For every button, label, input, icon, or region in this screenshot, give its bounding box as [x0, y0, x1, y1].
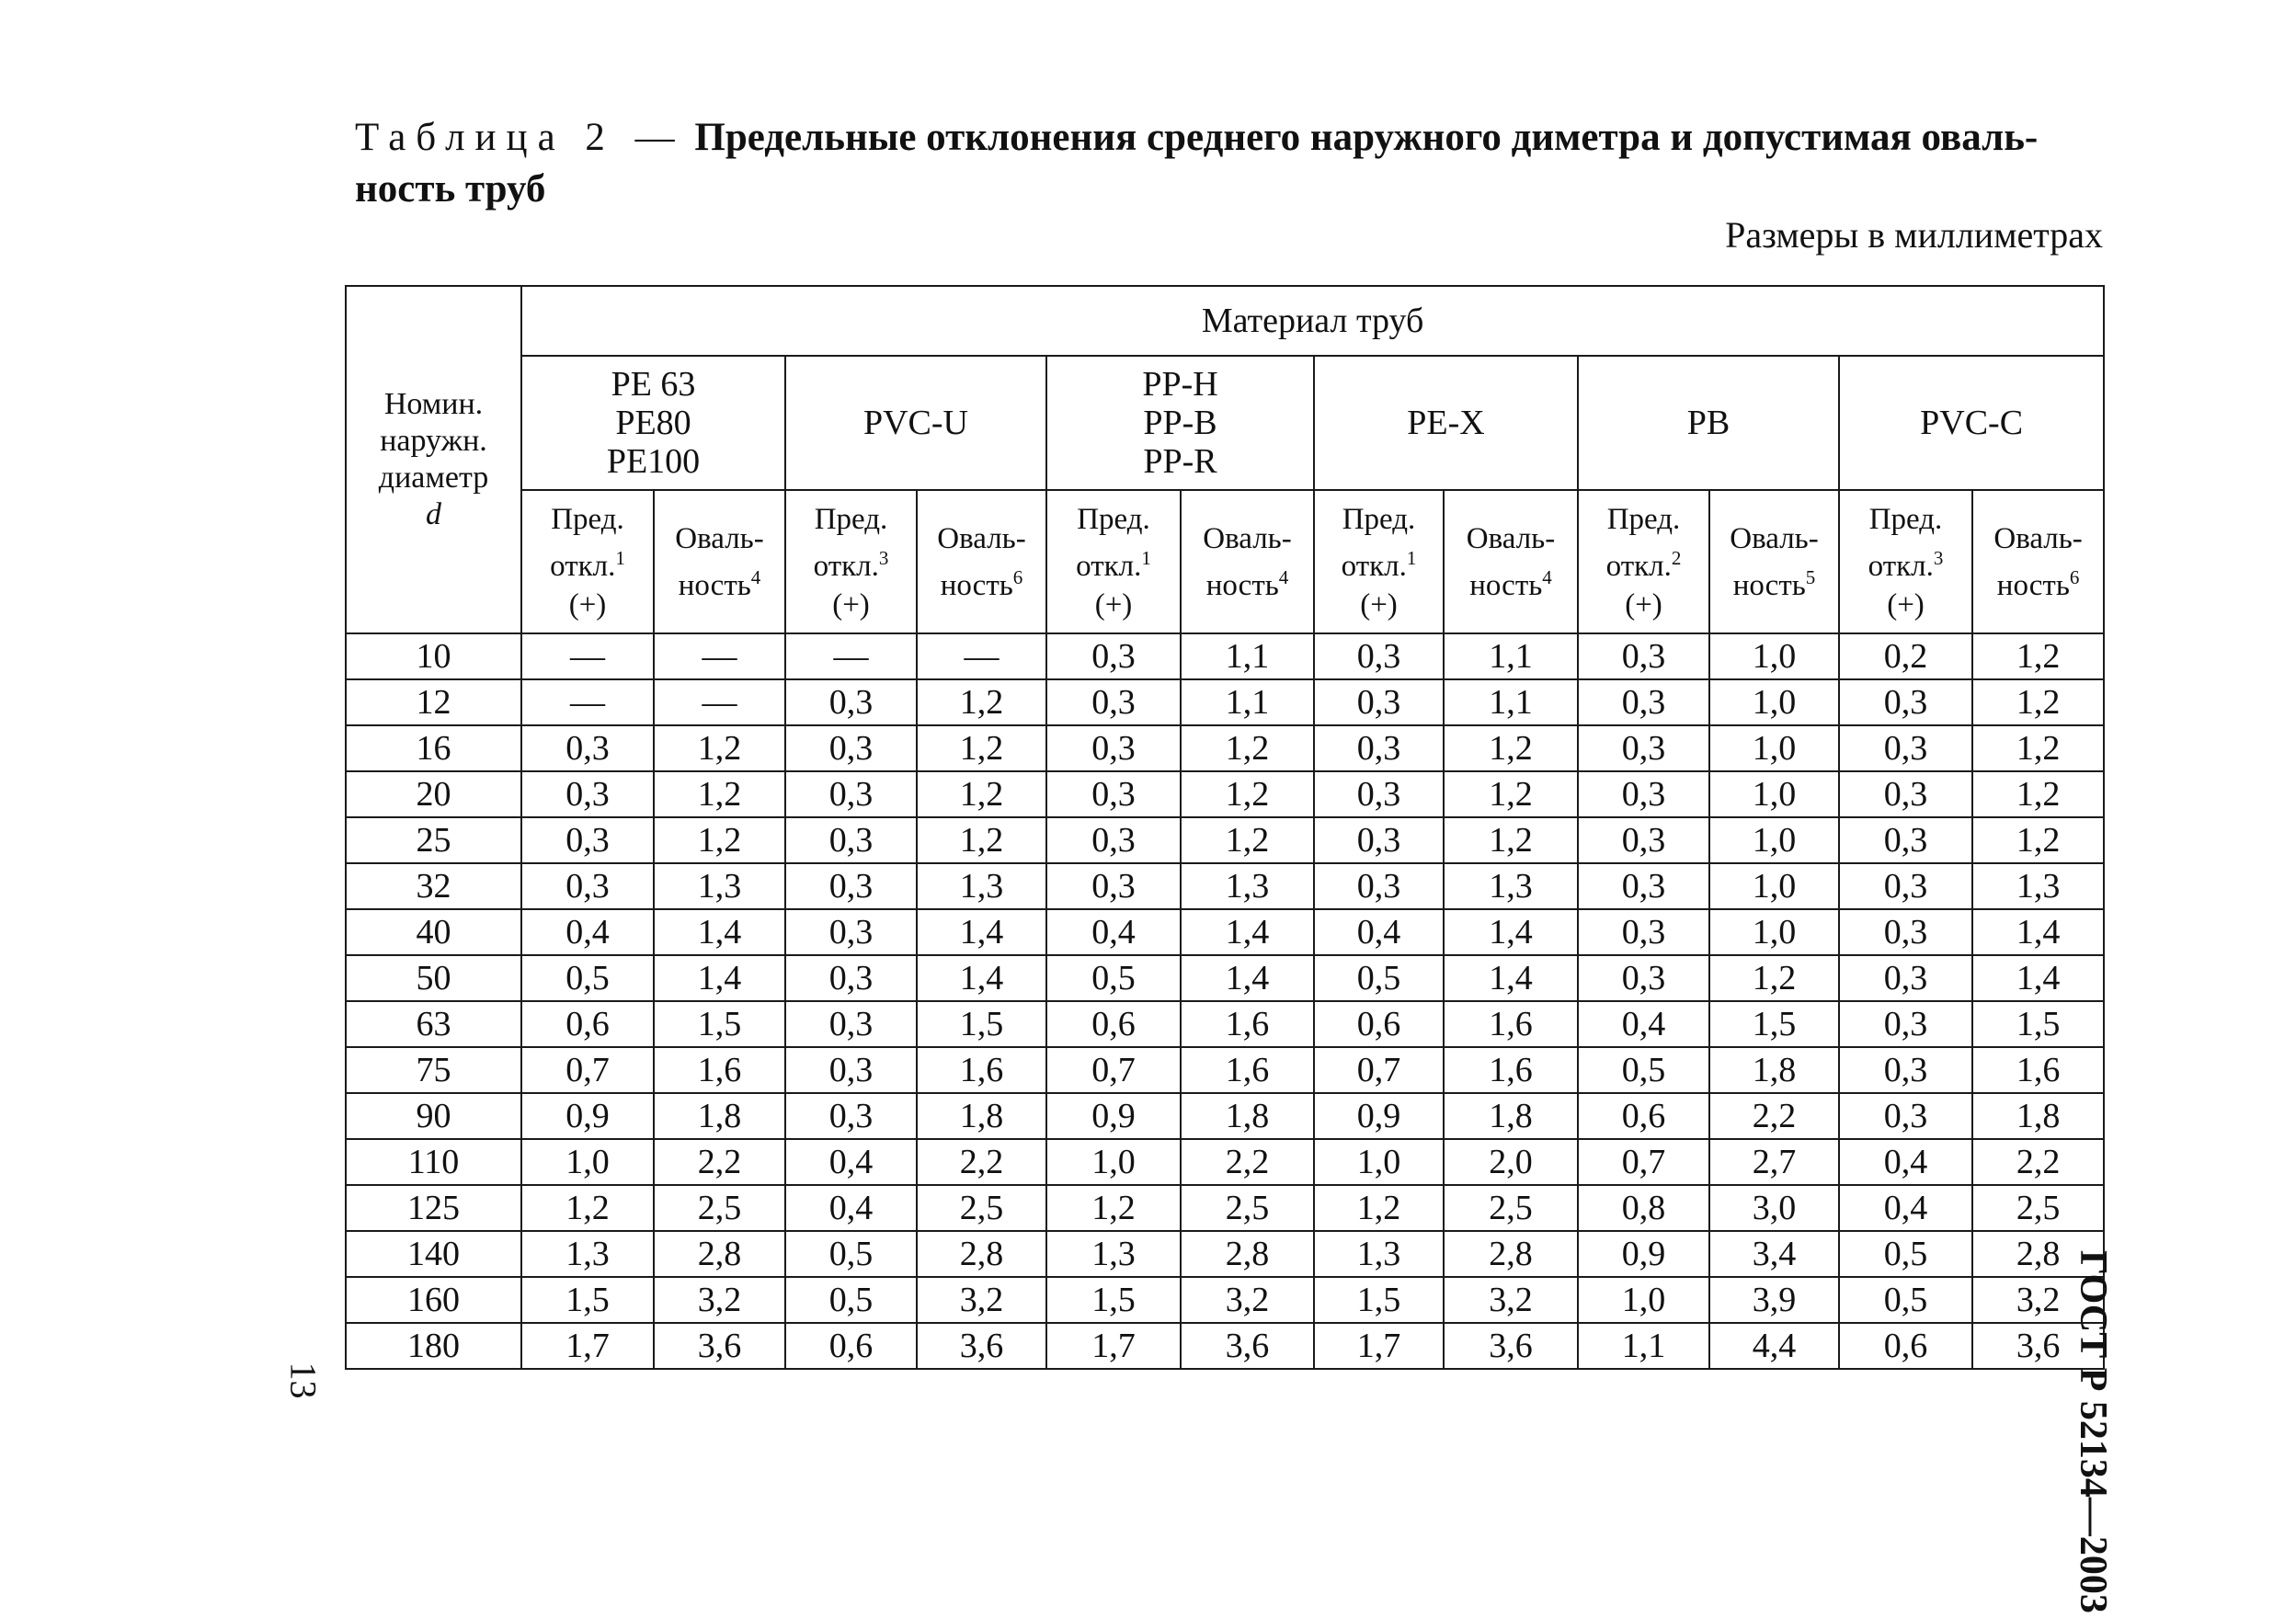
value-cell: 0,3 [1839, 771, 1972, 817]
footnote-ref: 4 [1542, 565, 1552, 588]
subheader-line: ность [678, 568, 751, 602]
value-cell: 2,8 [1444, 1231, 1578, 1277]
material-header: PE 63 PE80 PE100 [521, 356, 785, 490]
footnote-ref: 2 [1671, 546, 1682, 569]
subheader-line: Оваль- [1730, 521, 1819, 555]
value-cell: 0,5 [1314, 955, 1444, 1001]
table-row [346, 771, 2104, 817]
table-row [346, 725, 2104, 771]
value-cell: 1,2 [1046, 1185, 1181, 1231]
material-header: PB [1578, 356, 1839, 490]
value-cell: 1,2 [1444, 725, 1578, 771]
subheader-row [346, 490, 2104, 633]
value-cell: 2,8 [1181, 1231, 1314, 1277]
value-cell: 1,4 [917, 909, 1046, 955]
value-cell: 1,2 [1972, 679, 2104, 725]
value-cell: 0,3 [785, 817, 917, 863]
value-cell: 1,8 [917, 1093, 1046, 1139]
table-row [346, 679, 2104, 725]
value-cell: 0,4 [785, 1139, 917, 1185]
value-cell: 1,5 [654, 1001, 785, 1047]
value-cell: 1,2 [1709, 955, 1839, 1001]
value-cell: 0,3 [1314, 725, 1444, 771]
value-cell: 2,8 [654, 1231, 785, 1277]
diameter-cell: 25 [346, 817, 521, 863]
value-cell: 0,3 [1578, 909, 1709, 955]
tolerance-table [345, 285, 2105, 1370]
value-cell: 1,5 [917, 1001, 1046, 1047]
subheader-line: Пред. [1342, 502, 1416, 536]
value-cell: 1,6 [1181, 1047, 1314, 1093]
table-caption [355, 112, 2102, 215]
value-cell: 0,3 [1578, 863, 1709, 909]
subheader-line: Оваль- [675, 521, 764, 555]
value-cell: — [654, 679, 785, 725]
material-header: PVC-U [785, 356, 1046, 490]
value-cell: 0,7 [1046, 1047, 1181, 1093]
value-cell: 0,3 [1314, 817, 1444, 863]
value-cell: 1,4 [1444, 955, 1578, 1001]
value-cell: 3,2 [1972, 1277, 2104, 1323]
value-cell: — [654, 633, 785, 679]
value-cell: 0,4 [521, 909, 654, 955]
value-cell: 0,4 [1046, 909, 1181, 955]
value-cell: 1,2 [654, 725, 785, 771]
value-cell: 1,4 [654, 909, 785, 955]
value-cell: 0,7 [521, 1047, 654, 1093]
value-cell: 0,3 [1839, 955, 1972, 1001]
value-cell: 0,7 [1314, 1047, 1444, 1093]
value-cell: 3,2 [654, 1277, 785, 1323]
value-cell: 1,2 [1314, 1185, 1444, 1231]
value-cell: 0,3 [785, 725, 917, 771]
value-cell: 1,7 [1314, 1323, 1444, 1369]
value-cell: 2,5 [917, 1185, 1046, 1231]
value-cell: 0,3 [1314, 863, 1444, 909]
subheader-line: откл. [1868, 549, 1934, 583]
value-cell: 0,3 [1046, 633, 1181, 679]
subheader-deviation [1578, 490, 1709, 633]
value-cell: — [521, 679, 654, 725]
subheader-line: откл. [813, 549, 879, 583]
value-cell: 1,2 [1972, 633, 2104, 679]
value-cell: 1,2 [654, 771, 785, 817]
subheader-line: откл. [1605, 549, 1672, 583]
diameter-cell: 12 [346, 679, 521, 725]
subheader-line: Оваль- [1466, 521, 1556, 555]
value-cell: — [917, 633, 1046, 679]
value-cell: 2,2 [1972, 1139, 2104, 1185]
subheader-deviation [785, 490, 917, 633]
value-cell: 0,3 [521, 725, 654, 771]
material-header: PP-H PP-B PP-R [1046, 356, 1314, 490]
value-cell: 0,3 [1839, 863, 1972, 909]
value-cell: 1,0 [1709, 679, 1839, 725]
value-cell: 1,0 [1709, 863, 1839, 909]
diameter-cell: 180 [346, 1323, 521, 1369]
value-cell: 0,3 [1046, 817, 1181, 863]
table-row [346, 1139, 2104, 1185]
value-cell: 0,5 [785, 1277, 917, 1323]
value-cell: 1,5 [1972, 1001, 2104, 1047]
subheader-line: Оваль- [1993, 521, 2083, 555]
value-cell: 1,4 [1181, 909, 1314, 955]
value-cell: 0,2 [1839, 633, 1972, 679]
value-cell: 0,5 [1839, 1231, 1972, 1277]
value-cell: 0,6 [521, 1001, 654, 1047]
subheader-deviation [1046, 490, 1181, 633]
material-header: PVC-C [1839, 356, 2104, 490]
value-cell: 1,8 [1972, 1093, 2104, 1139]
value-cell: 1,4 [1444, 909, 1578, 955]
subheader-line: (+) [1360, 587, 1398, 621]
value-cell: 0,6 [1839, 1323, 1972, 1369]
value-cell: 0,3 [1578, 679, 1709, 725]
subheader-line: Пред. [814, 502, 888, 536]
diameter-cell: 140 [346, 1231, 521, 1277]
footnote-ref: 6 [1012, 565, 1023, 588]
value-cell: 3,0 [1709, 1185, 1839, 1231]
value-cell: 1,5 [1314, 1277, 1444, 1323]
diameter-cell: 40 [346, 909, 521, 955]
value-cell: 1,0 [521, 1139, 654, 1185]
value-cell: — [521, 633, 654, 679]
subheader-line: Пред. [1077, 502, 1150, 536]
value-cell: 3,6 [1181, 1323, 1314, 1369]
value-cell: 1,1 [1181, 633, 1314, 679]
header-diameter-symbol: d [426, 497, 441, 531]
value-cell: 0,3 [1839, 1047, 1972, 1093]
value-cell: 0,3 [1046, 771, 1181, 817]
diameter-cell: 110 [346, 1139, 521, 1185]
value-cell: 0,3 [785, 771, 917, 817]
value-cell: 0,9 [521, 1093, 654, 1139]
value-cell: 0,5 [1046, 955, 1181, 1001]
value-cell: 1,2 [1181, 771, 1314, 817]
material-header: PE-X [1314, 356, 1578, 490]
value-cell: 0,3 [785, 955, 917, 1001]
value-cell: 0,4 [1314, 909, 1444, 955]
value-cell: 1,3 [917, 863, 1046, 909]
diameter-cell: 32 [346, 863, 521, 909]
diameter-cell: 16 [346, 725, 521, 771]
value-cell: 0,5 [785, 1231, 917, 1277]
value-cell: 0,3 [521, 863, 654, 909]
table-row [346, 633, 2104, 679]
table-row [346, 909, 2104, 955]
value-cell: 1,2 [1972, 725, 2104, 771]
footnote-ref: 6 [2069, 565, 2080, 588]
subheader-line: ность [1469, 568, 1543, 602]
value-cell: 3,6 [917, 1323, 1046, 1369]
table-row [346, 1231, 2104, 1277]
value-cell: 0,3 [1839, 1093, 1972, 1139]
value-cell: 1,3 [1444, 863, 1578, 909]
value-cell: 2,5 [1444, 1185, 1578, 1231]
value-cell: 1,1 [1181, 679, 1314, 725]
value-cell: 1,2 [1181, 725, 1314, 771]
value-cell: 0,3 [785, 1093, 917, 1139]
diameter-cell: 50 [346, 955, 521, 1001]
table-body [346, 633, 2104, 1369]
table-row [346, 1047, 2104, 1093]
value-cell: 1,0 [1314, 1139, 1444, 1185]
value-cell: 1,0 [1709, 725, 1839, 771]
value-cell: 0,4 [785, 1185, 917, 1231]
value-cell: 1,2 [917, 771, 1046, 817]
footnote-ref: 3 [878, 546, 889, 569]
value-cell: 1,4 [1181, 955, 1314, 1001]
value-cell: 1,3 [1181, 863, 1314, 909]
value-cell: 1,0 [1578, 1277, 1709, 1323]
value-cell: 1,5 [1709, 1001, 1839, 1047]
subheader-deviation [1839, 490, 1972, 633]
value-cell: 1,2 [917, 679, 1046, 725]
value-cell: 0,3 [785, 1047, 917, 1093]
value-cell: 0,4 [1839, 1139, 1972, 1185]
value-cell: 2,2 [917, 1139, 1046, 1185]
value-cell: 1,4 [654, 955, 785, 1001]
value-cell: 1,8 [654, 1093, 785, 1139]
subheader-ovality [654, 490, 785, 633]
value-cell: 1,5 [1046, 1277, 1181, 1323]
value-cell: 3,6 [1444, 1323, 1578, 1369]
subheader-line: Пред. [551, 502, 624, 536]
value-cell: 3,6 [654, 1323, 785, 1369]
value-cell: 2,0 [1444, 1139, 1578, 1185]
value-cell: 1,0 [1709, 909, 1839, 955]
value-cell: 0,3 [1046, 863, 1181, 909]
value-cell: 0,3 [521, 771, 654, 817]
footnote-ref: 1 [1141, 546, 1151, 569]
value-cell: 2,5 [654, 1185, 785, 1231]
value-cell: 0,6 [785, 1323, 917, 1369]
value-cell: 2,2 [1709, 1093, 1839, 1139]
value-cell: 0,3 [1314, 771, 1444, 817]
page-number: 13 [282, 1362, 325, 1399]
value-cell: 0,3 [1046, 679, 1181, 725]
subheader-ovality [1972, 490, 2104, 633]
table-row [346, 863, 2104, 909]
value-cell: 1,6 [917, 1047, 1046, 1093]
subheader-line: Пред. [1606, 502, 1681, 536]
diameter-cell: 63 [346, 1001, 521, 1047]
value-cell: 0,8 [1578, 1185, 1709, 1231]
subheader-line: (+) [1094, 587, 1133, 621]
value-cell: 1,3 [1046, 1231, 1181, 1277]
value-cell: 1,1 [1444, 633, 1578, 679]
value-cell: 0,3 [1578, 771, 1709, 817]
value-cell: 0,3 [1839, 725, 1972, 771]
subheader-line: (+) [1625, 587, 1662, 621]
material-header-row [346, 356, 2104, 490]
value-cell: 0,3 [1839, 909, 1972, 955]
value-cell: 1,6 [1444, 1001, 1578, 1047]
value-cell: 4,4 [1709, 1323, 1839, 1369]
value-cell: 1,3 [654, 863, 785, 909]
table-row [346, 817, 2104, 863]
subheader-line: откл. [1076, 549, 1142, 583]
value-cell: 0,3 [1314, 633, 1444, 679]
value-cell: 2,8 [1972, 1231, 2104, 1277]
value-cell: 0,3 [785, 863, 917, 909]
subheader-ovality [917, 490, 1046, 633]
subheader-ovality [1181, 490, 1314, 633]
subheader-ovality [1709, 490, 1839, 633]
value-cell: 1,3 [1972, 863, 2104, 909]
value-cell: 0,3 [1578, 955, 1709, 1001]
value-cell: 1,2 [654, 817, 785, 863]
subheader-line: (+) [832, 587, 870, 621]
value-cell: 1,0 [1709, 771, 1839, 817]
value-cell: 1,6 [1181, 1001, 1314, 1047]
value-cell: 1,6 [1444, 1047, 1578, 1093]
table-header [346, 286, 2104, 633]
table-row [346, 1093, 2104, 1139]
value-cell: 3,2 [1181, 1277, 1314, 1323]
value-cell: 2,5 [1972, 1185, 2104, 1231]
subheader-line: откл. [550, 549, 616, 583]
value-cell: 0,3 [1046, 725, 1181, 771]
value-cell: 1,1 [1444, 679, 1578, 725]
value-cell: 0,6 [1314, 1001, 1444, 1047]
diameter-cell: 20 [346, 771, 521, 817]
value-cell: 3,2 [917, 1277, 1046, 1323]
value-cell: 0,5 [1839, 1277, 1972, 1323]
value-cell: 2,8 [917, 1231, 1046, 1277]
subheader-line: (+) [568, 587, 607, 621]
value-cell: 1,8 [1444, 1093, 1578, 1139]
value-cell: 1,4 [1972, 909, 2104, 955]
value-cell: 0,9 [1046, 1093, 1181, 1139]
value-cell: 0,3 [785, 1001, 917, 1047]
table-row [346, 1185, 2104, 1231]
subheader-deviation [1314, 490, 1444, 633]
value-cell: 3,4 [1709, 1231, 1839, 1277]
value-cell: 0,3 [521, 817, 654, 863]
diameter-cell: 160 [346, 1277, 521, 1323]
table-row [346, 1277, 2104, 1323]
units-note: Размеры в миллиметрах [1725, 214, 2103, 256]
value-cell: 0,9 [1578, 1231, 1709, 1277]
value-cell: 2,5 [1181, 1185, 1314, 1231]
value-cell: — [785, 633, 917, 679]
value-cell: 1,4 [1972, 955, 2104, 1001]
value-cell: 0,7 [1578, 1139, 1709, 1185]
value-cell: 1,8 [1181, 1093, 1314, 1139]
value-cell: 0,6 [1578, 1093, 1709, 1139]
value-cell: 0,3 [1839, 1001, 1972, 1047]
value-cell: 3,9 [1709, 1277, 1839, 1323]
value-cell: 1,0 [1709, 633, 1839, 679]
value-cell: 0,5 [1578, 1047, 1709, 1093]
footnote-ref: 3 [1933, 546, 1944, 569]
value-cell: 1,3 [1314, 1231, 1444, 1277]
value-cell: 1,0 [1709, 817, 1839, 863]
subheader-line: Пред. [1868, 502, 1943, 536]
value-cell: 1,6 [1972, 1047, 2104, 1093]
value-cell: 3,6 [1972, 1323, 2104, 1369]
value-cell: 0,3 [785, 679, 917, 725]
footnote-ref: 1 [615, 546, 625, 569]
subheader-line: Оваль- [937, 521, 1026, 555]
header-material: Материал труб [521, 286, 2104, 356]
value-cell: 1,8 [1709, 1047, 1839, 1093]
subheader-deviation [521, 490, 654, 633]
caption-title: Предельные отклонения среднего наружного диметра и допустимая оваль-ность труб [355, 116, 2039, 211]
table-row [346, 1001, 2104, 1047]
value-cell: 1,7 [521, 1323, 654, 1369]
value-cell: 0,3 [1839, 817, 1972, 863]
value-cell: 0,3 [785, 909, 917, 955]
value-cell: 0,5 [521, 955, 654, 1001]
value-cell: 2,2 [654, 1139, 785, 1185]
value-cell: 1,3 [521, 1231, 654, 1277]
value-cell: 0,3 [1839, 679, 1972, 725]
value-cell: 1,2 [1444, 817, 1578, 863]
header-diameter-label: Номин. наружн. диаметр [378, 387, 489, 495]
value-cell: 1,2 [917, 725, 1046, 771]
value-cell: 2,7 [1709, 1139, 1839, 1185]
value-cell: 3,2 [1444, 1277, 1578, 1323]
subheader-ovality [1444, 490, 1578, 633]
value-cell: 0,3 [1578, 633, 1709, 679]
subheader-line: ность [940, 568, 1013, 602]
subheader-line: ность [1205, 568, 1279, 602]
value-cell: 2,2 [1181, 1139, 1314, 1185]
diameter-cell: 10 [346, 633, 521, 679]
footnote-ref: 4 [1278, 565, 1289, 588]
value-cell: 1,4 [917, 955, 1046, 1001]
table-row [346, 1323, 2104, 1369]
subheader-line: откл. [1341, 549, 1407, 583]
diameter-cell: 90 [346, 1093, 521, 1139]
subheader-line: ность [1732, 568, 1806, 602]
header-diameter [346, 286, 521, 633]
value-cell: 0,6 [1046, 1001, 1181, 1047]
value-cell: 0,9 [1314, 1093, 1444, 1139]
value-cell: 0,3 [1578, 817, 1709, 863]
value-cell: 1,5 [521, 1277, 654, 1323]
footnote-ref: 4 [750, 565, 761, 588]
value-cell: 0,3 [1578, 725, 1709, 771]
footnote-ref: 1 [1406, 546, 1417, 569]
diameter-cell: 125 [346, 1185, 521, 1231]
value-cell: 1,2 [1181, 817, 1314, 863]
value-cell: 0,4 [1839, 1185, 1972, 1231]
value-cell: 1,2 [1972, 817, 2104, 863]
subheader-line: ность [1996, 568, 2070, 602]
value-cell: 1,2 [521, 1185, 654, 1231]
value-cell: 1,2 [917, 817, 1046, 863]
value-cell: 0,3 [1314, 679, 1444, 725]
subheader-line: (+) [1887, 587, 1925, 621]
subheader-line: Оваль- [1203, 521, 1292, 555]
value-cell: 1,1 [1578, 1323, 1709, 1369]
caption-prefix: Таблица 2 — [355, 116, 685, 159]
value-cell: 1,2 [1972, 771, 2104, 817]
value-cell: 1,0 [1046, 1139, 1181, 1185]
diameter-cell: 75 [346, 1047, 521, 1093]
value-cell: 0,4 [1578, 1001, 1709, 1047]
document-code: ГОСТ Р 52134—2003 [2072, 1250, 2114, 1613]
table-row [346, 955, 2104, 1001]
footnote-ref: 5 [1805, 565, 1816, 588]
value-cell: 1,6 [654, 1047, 785, 1093]
value-cell: 1,7 [1046, 1323, 1181, 1369]
value-cell: 1,2 [1444, 771, 1578, 817]
